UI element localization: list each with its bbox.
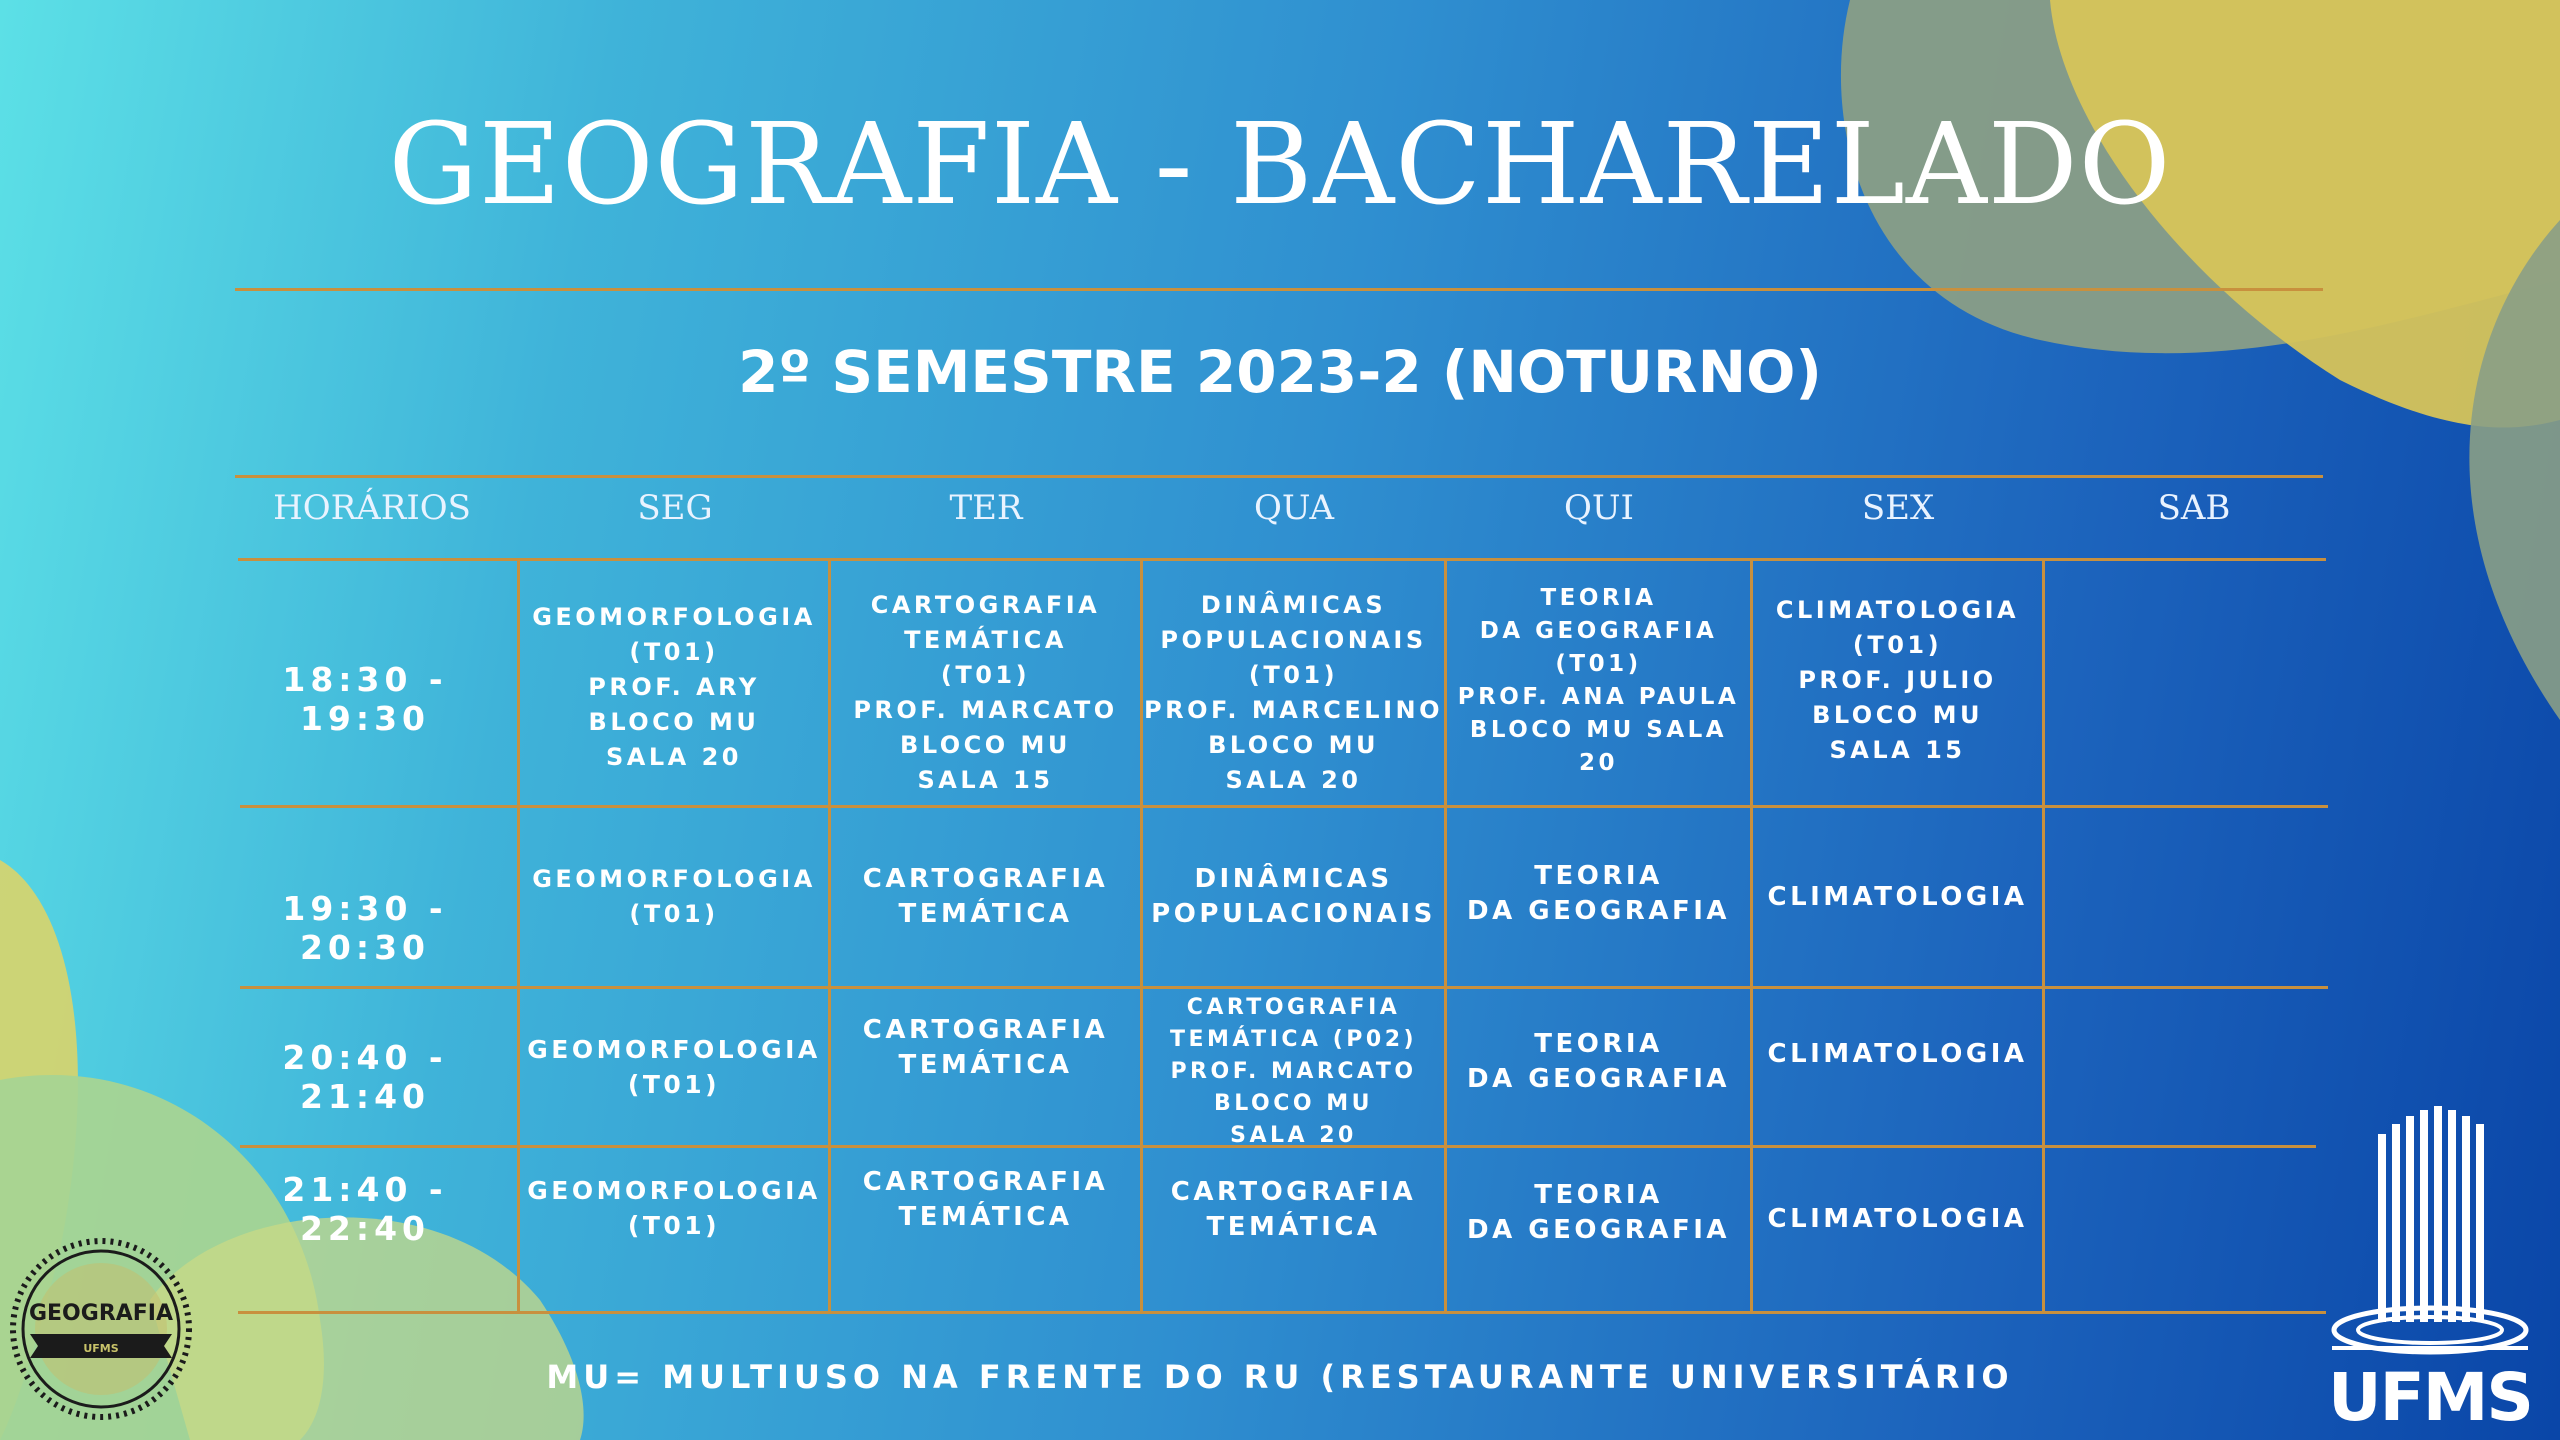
cell-text: CLIMATOLOGIA [1767, 1038, 2028, 1069]
cell-text: CARTOGRAFIA TEMÁTICA (P02) PROF. MARCATO BLOCO MU SALA 20 [1169, 995, 1418, 1148]
header-divider [238, 558, 2326, 561]
ufms-base-ellipse [2334, 1308, 2526, 1352]
cell-text: TEORIA DA GEOGRAFIA (T01) PROF. ANA PAULA BLOCO MU SALA 20 [1457, 585, 1740, 776]
ufms-logo [2312, 1102, 2552, 1432]
cell-text: CARTOGRAFIA TEMÁTICA [862, 864, 1109, 929]
cell-text: GEOMORFOLOGIA (T01) PROF. ARY BLOCO MU SALA 20 [532, 603, 816, 771]
ufms-base-ellipse-inner [2358, 1317, 2502, 1343]
schedule-cell [1143, 1148, 1444, 1272]
schedule-cell [1143, 989, 1444, 1155]
schedule-cell [831, 989, 1140, 1107]
header-horarios: HORÁRIOS [273, 488, 471, 528]
header-sex: SEX [1861, 488, 1935, 528]
schedule-cell [2045, 808, 2325, 986]
header-qui: QUI [1564, 488, 1634, 528]
cell-text: GEOMORFOLOGIA (T01) [527, 1176, 821, 1240]
time-slot: 21:40 - 22:40 [282, 1170, 448, 1248]
cell-text: CLIMATOLOGIA [1767, 881, 2028, 912]
page-title: GEOGRAFIA - BACHARELADO [388, 100, 2172, 230]
ufms-logo-text: UFMS [2328, 1359, 2532, 1432]
badge-sub-text: UFMS [83, 1342, 119, 1355]
schedule-cell [520, 808, 828, 986]
page-subtitle: 2º SEMESTRE 2023-2 (NOTURNO) [738, 338, 1822, 406]
table-bottom-border [238, 1311, 2326, 1314]
cell-text: CARTOGRAFIA TEMÁTICA [862, 1167, 1109, 1232]
cell-text: GEOMORFOLOGIA (T01) [527, 1035, 821, 1099]
footer-note: MU= MULTIUSO NA FRENTE DO RU (RESTAURANTE UNIVERSITÁRIO [546, 1358, 2014, 1396]
schedule-cell [1753, 570, 2042, 790]
schedule-cell [1753, 808, 2042, 986]
schedule-cell [1143, 580, 1444, 805]
cell-text: CARTOGRAFIA TEMÁTICA [862, 1015, 1109, 1080]
schedule-cell [520, 1148, 828, 1268]
badge-inner [35, 1263, 167, 1395]
schedule-cell [1447, 1148, 1750, 1278]
cell-text: TEORIA DA GEOGRAFIA [1467, 1029, 1730, 1094]
cell-text: CLIMATOLOGIA [1767, 1204, 2028, 1234]
table-top-border [235, 475, 2323, 478]
time-slot: 19:30 - 20:30 [282, 889, 448, 967]
schedule-cell [520, 570, 828, 805]
header-sab: SAB [2157, 488, 2231, 528]
time-slot: 20:40 - 21:40 [282, 1038, 448, 1116]
schedule-cell [1447, 989, 1750, 1135]
schedule-cell [2045, 560, 2325, 805]
cell-text: GEOMORFOLOGIA (T01) [532, 865, 816, 928]
cell-text: CARTOGRAFIA TEMÁTICA (T01) PROF. MARCATO BLOCO MU SALA 15 [853, 590, 1118, 794]
geografia-badge-logo [8, 1236, 194, 1422]
badge-main-text: GEOGRAFIA [28, 1301, 174, 1326]
title-divider [235, 288, 2323, 291]
cell-text: CLIMATOLOGIA (T01) PROF. JULIO BLOCO MU SALA 15 [1775, 595, 2020, 764]
header-seg: SEG [637, 488, 713, 528]
schedule-cell [1143, 808, 1444, 986]
header-qua: QUA [1253, 488, 1335, 528]
schedule-cell [1753, 989, 2042, 1119]
schedule-cell [520, 989, 828, 1145]
time-slot: 18:30 - 19:30 [282, 660, 448, 738]
schedule-cell [2045, 1148, 2325, 1308]
cell-text: TEORIA DA GEOGRAFIA [1467, 861, 1730, 926]
schedule-cell [1447, 566, 1750, 796]
cell-text: DINÂMICAS POPULACIONAIS (T01) PROF. MARCELINO BLOCO MU SALA 20 [1144, 590, 1443, 794]
ufms-building-icon [2378, 1106, 2484, 1322]
schedule-cell [831, 580, 1140, 805]
schedule-cell [831, 1148, 1140, 1252]
schedule-cell [831, 808, 1140, 986]
schedule-cell [2045, 989, 2325, 1145]
cell-text: TEORIA DA GEOGRAFIA [1467, 1180, 1730, 1245]
cell-text: CARTOGRAFIA TEMÁTICA [1170, 1177, 1417, 1242]
cell-text: DINÂMICAS POPULACIONAIS [1151, 864, 1436, 929]
schedule-cell [1447, 808, 1750, 980]
header-ter: TER [949, 488, 1023, 528]
schedule-cell [1753, 1148, 2042, 1291]
